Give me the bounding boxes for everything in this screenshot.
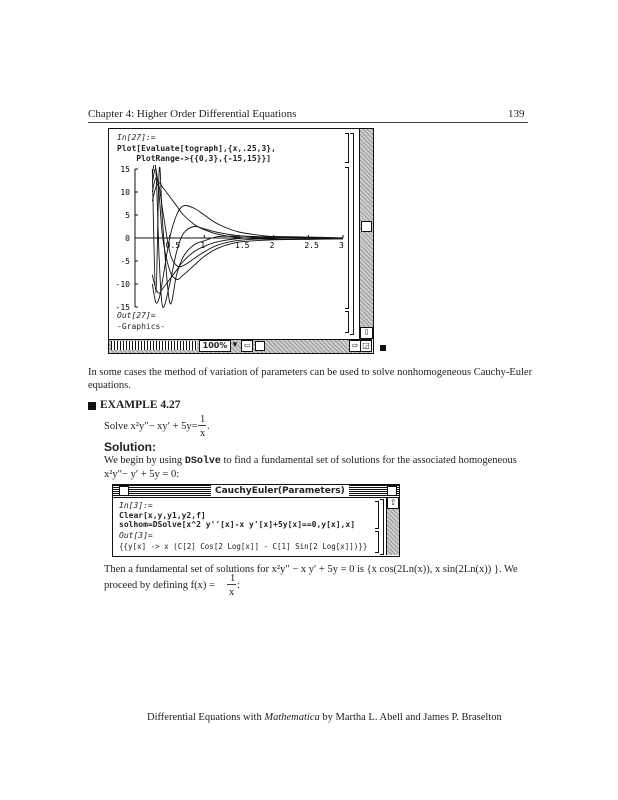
scroll-thumb[interactable] (361, 221, 372, 232)
dsolve-output: {{y[x] -> x (C[2] Cos[2 Log[x]] - C[1] Sin[2 Log[x]])}} (119, 542, 368, 551)
output-label-27: Out[27]= (117, 311, 156, 320)
paragraph2-line-1: Then a fundamental set of solutions for x²y″ − x y′ + 5y = 0 is {x cos(2Ln(x)), x sin(2Ln(x)) }. We (104, 564, 518, 575)
y-tick-label: 10 (120, 188, 130, 197)
scroll-left-arrow-icon[interactable]: ⇦ (241, 340, 253, 352)
solution-line-2: x²y″− y′ + 5y = 0: (104, 469, 180, 480)
fraction2-bar (227, 584, 236, 585)
footer-pre: Differential Equations with (147, 712, 265, 723)
paragraph2-line-2: proceed by defining f(x) = (104, 580, 215, 591)
footer-italic: Mathematica (264, 712, 320, 723)
solution-heading: Solution: (104, 440, 156, 454)
page-footer (147, 711, 502, 724)
paragraph-line: equations. (88, 380, 131, 391)
notebook-plot-window[interactable] (108, 128, 374, 354)
plot-code-line-1[interactable]: Plot[Evaluate[tograph],{x,.25,3}, (117, 144, 276, 153)
series-line-curve-5 (152, 183, 343, 240)
dsolve-command: DSolve (184, 456, 221, 467)
header-rule (88, 122, 528, 123)
y-tick-label: -5 (120, 257, 130, 266)
dsolve-code-line[interactable]: solhom=DSolve[x^2 y''[x]-x y'[x]+5y[x]==0,y[x],x] (119, 520, 356, 529)
y-tick-label: 5 (125, 211, 130, 220)
notebook-dsolve-window[interactable] (112, 484, 400, 557)
close-box-icon[interactable] (119, 486, 129, 496)
zoom-percent[interactable]: 100% (199, 340, 231, 352)
solution-text-b: to find a fundamental set of solutions for the associated homogeneous (223, 455, 517, 466)
fraction-denominator: x (200, 428, 206, 439)
y-tick-label: -10 (115, 280, 130, 289)
series-line-curve-1 (152, 167, 343, 304)
scroll-right-arrow-icon[interactable]: ⇨ (349, 340, 361, 352)
scroll-down-arrow-icon[interactable]: ⇩ (360, 327, 373, 339)
vertical-scrollbar[interactable] (359, 129, 373, 339)
clear-code-line[interactable]: Clear[x,y,y1,y2,f] (119, 511, 206, 520)
y-tick-label: 0 (125, 234, 130, 243)
series-line-curve-4 (152, 205, 343, 303)
output-label-3: Out[3]= (119, 531, 153, 540)
cell-bracket-group-3[interactable] (380, 499, 384, 555)
zoom-dropdown-icon[interactable]: ▼ (231, 340, 239, 349)
cell-bracket-output[interactable] (345, 311, 349, 333)
x-tick-label: 2 (269, 241, 275, 250)
plot-curves (152, 165, 343, 308)
paragraph-line: In some cases the method of variation of parameters can be used to solve nonhomogeneous Cauchy-Euler (88, 367, 533, 378)
cell-bracket-input[interactable] (345, 133, 349, 163)
solve-statement (104, 420, 198, 433)
y-tick-label: 15 (120, 165, 130, 174)
cell-bracket-output-3[interactable] (375, 531, 379, 553)
end-of-example-square (380, 345, 386, 351)
x-tick-label: 1.5 (235, 241, 250, 250)
example-heading: EXAMPLE 4.27 (100, 399, 181, 411)
plot-code-line-2[interactable]: PlotRange->{{0,3},{-15,15}}] (117, 154, 272, 163)
fraction2-numerator: 1 (230, 573, 236, 584)
output-graphics: -Graphics- (117, 322, 166, 331)
x-tick-label: 0.5 (165, 241, 181, 250)
example-marker-square (88, 402, 96, 410)
y-tick-label: -15 (115, 303, 130, 312)
window-title: CauchyEuler(Parameters) (211, 485, 349, 497)
page-number: 139 (508, 108, 525, 120)
series-line-curve-2 (152, 165, 343, 308)
scroll-up-arrow-icon[interactable]: ⇧ (387, 497, 399, 509)
paragraph2-colon: : (237, 580, 240, 591)
ruler-strip (111, 341, 197, 350)
solution-line-1 (104, 454, 517, 468)
chapter-title: Chapter 4: Higher Order Differential Equations (88, 108, 297, 120)
vertical-scrollbar-2[interactable] (386, 497, 399, 555)
x-tick-label: 1 (200, 241, 206, 250)
solve-text: Solve x²y″− xy′ + 5y= (104, 421, 198, 432)
horizontal-scroll-thumb[interactable] (255, 341, 265, 351)
fraction2-denominator: x (229, 587, 235, 598)
cell-bracket-group[interactable] (350, 133, 354, 335)
footer-post: by Martha L. Abell and James P. Braselton (319, 712, 502, 723)
x-tick-label: 2.5 (304, 241, 319, 250)
input-label-27: In[27]:= (117, 133, 156, 142)
cell-bracket-input-3[interactable] (375, 501, 379, 529)
x-tick-label: 3 (339, 241, 344, 250)
input-label-3: In[3]:= (119, 501, 153, 510)
fraction-bar (198, 425, 206, 426)
fraction-numerator: 1 (200, 414, 206, 425)
cell-bracket-graphic[interactable] (345, 167, 349, 309)
solution-text-a: We begin by using (104, 455, 183, 466)
zoom-box-icon[interactable] (387, 486, 397, 496)
series-line-curve-3 (152, 178, 343, 267)
resize-grip-icon[interactable]: ◲ (360, 340, 372, 352)
solve-period: . (207, 421, 210, 432)
